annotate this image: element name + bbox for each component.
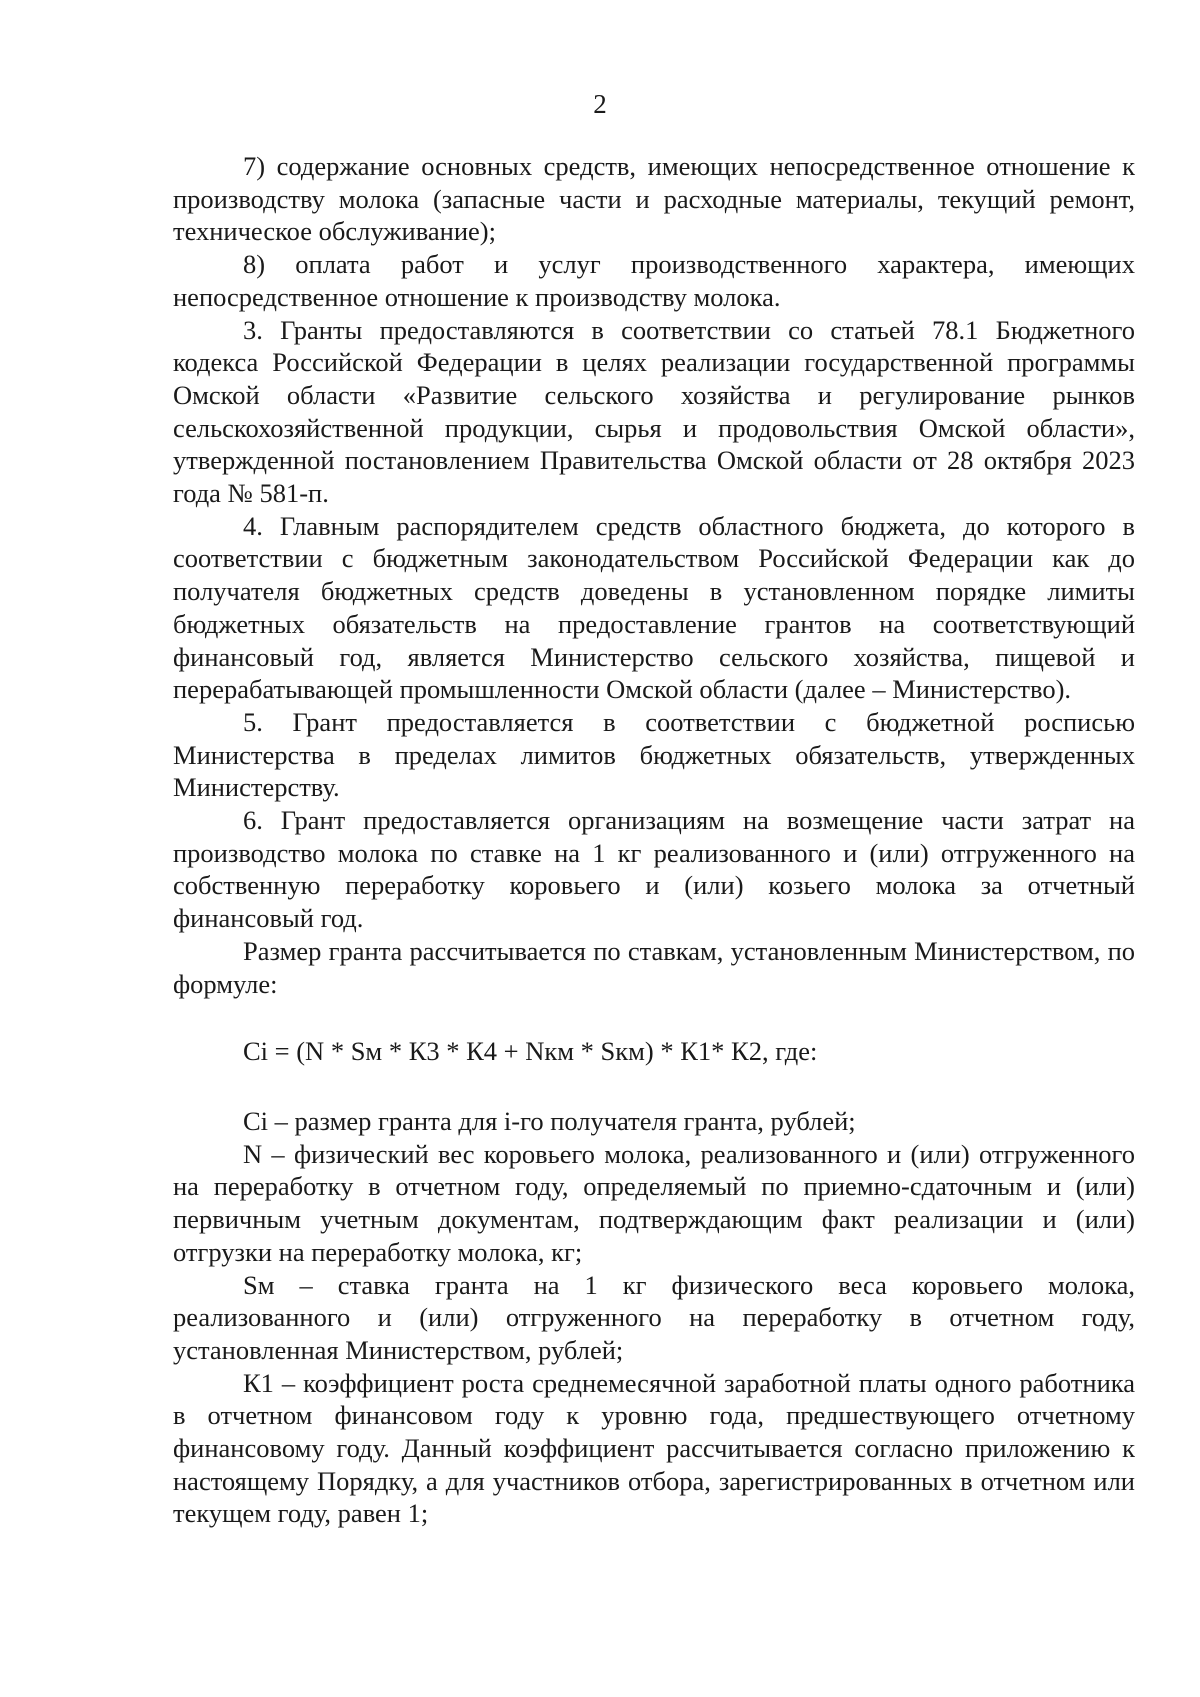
paragraph-6: 6. Грант предоставляется организациям на возмещение части затрат на производство молока по ставке на 1 кг реализованного и (или) отгруженного на собственную переработку коровьего и (или) козьего молока за отчетный финансовый год. — [173, 805, 1135, 934]
document-body — [173, 150, 1135, 1530]
page-number: 2 — [593, 89, 607, 119]
paragraph-item-8: 8) оплата работ и услуг производственного характера, имеющих непосредственное отношение к производству молока. — [173, 249, 1135, 312]
paragraph-5: 5. Грант предоставляется в соответствии с бюджетной росписью Министерства в пределах лимитов бюджетных обязательств, утвержденных Министерству. — [173, 706, 1135, 803]
paragraph-item-7: 7) содержание основных средств, имеющих непосредственное отношение к производству молока (запасные части и расходные материалы, текущий ремонт, техническое обслуживание); — [173, 151, 1135, 247]
paragraph-3: 3. Гранты предоставляются в соответствии со статьей 78.1 Бюджетного кодекса Российской Федерации в целях реализации государственной программы Омской области «Развитие сельского хозяйства и регулирование рынков сельскохозяйственной продукции, сырья и продовольствия Омской области», утвержденной постановлением Правительства Омской области от 28 октября 2023 года № 581-п. — [173, 314, 1135, 509]
definition-n: N – физический вес коровьего молока, реализованного и (или) отгруженного на переработку в отчетном году, определяемый по приемно-сдаточным и (или) первичным учетным документам, подтверждающим факт реализации и (или) отгрузки на переработку молока, кг; — [173, 1138, 1135, 1267]
definition-ci: Ci – размер гранта для i-го получателя гранта, рублей; — [243, 1105, 856, 1136]
definition-k1: К1 – коэффициент роста среднемесячной заработной платы одного работника в отчетном финансовом году к уровню года, предшествующего отчетному финансовому году. Данный коэффициент рассчитывается согласно приложению к настоящему Порядку, а для участников отбора, зарегистрированных в отчетном или текущем году, равен 1; — [173, 1367, 1135, 1529]
paragraph-grant-size: Размер гранта рассчитывается по ставкам, установленным Министерством, по формуле: — [173, 935, 1135, 999]
definition-sm: Sм – ставка гранта на 1 кг физического веса коровьего молока, реализованного и (или) отгруженного на переработку в отчетном году, установленная Министерством, рублей; — [173, 1269, 1135, 1365]
paragraph-4: 4. Главным распорядителем средств областного бюджета, до которого в соответствии с бюджетным законодательством Российской Федерации как до получателя бюджетных средств доведены в установленном порядке лимиты бюджетных обязательств на предоставление грантов на соответствующий финансовый год, является Министерство сельского хозяйства, пищевой и перерабатывающей промышленности Омской области (далее – Министерство). — [173, 510, 1135, 705]
grant-formula: Ci = (N * Sм * К3 * К4 + Nкм * Sкм) * К1* К2, где: — [243, 1036, 818, 1067]
